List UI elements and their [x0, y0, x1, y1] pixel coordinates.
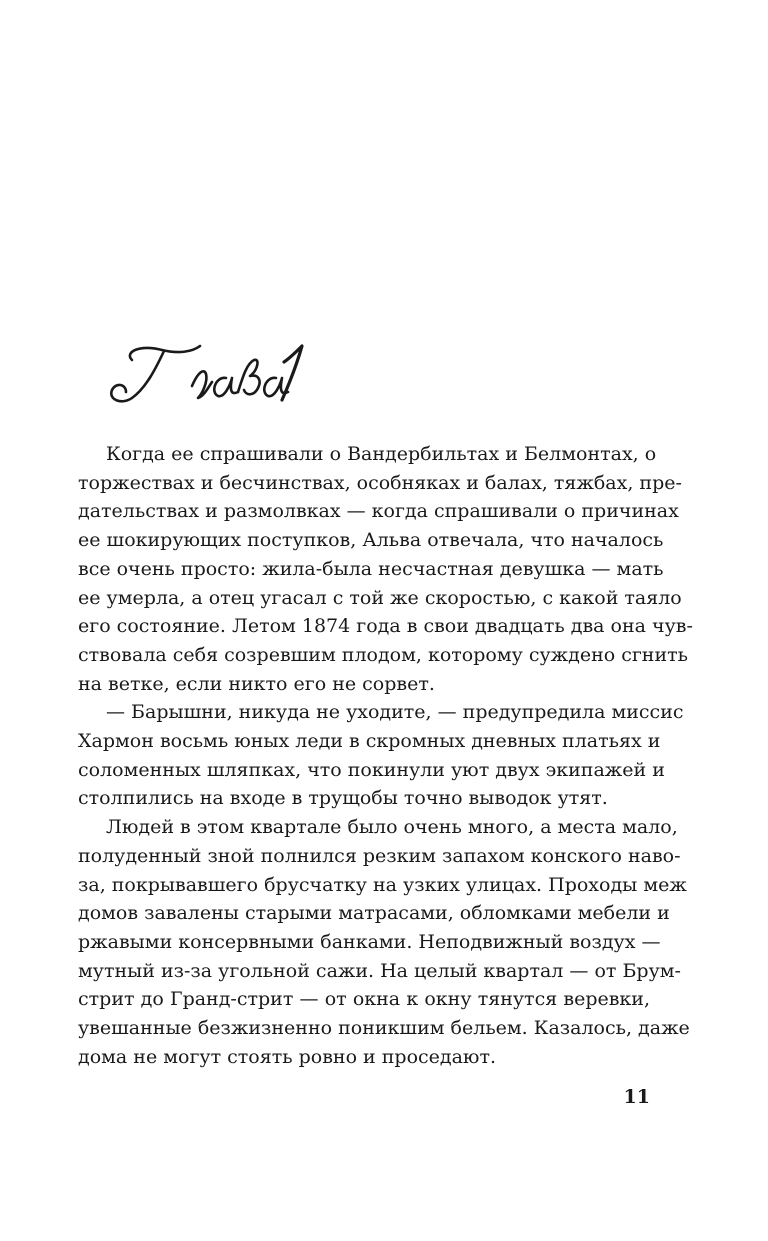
text-line: столпились на входе в трущобы точно выводок утят. [78, 787, 608, 810]
text-line: ржавыми консервными банками. Неподвижный воздух — [78, 930, 661, 953]
text-line: Людей в этом квартале было очень много, а места мало, [106, 816, 678, 839]
paragraph-2 [78, 698, 684, 813]
text-line: Когда ее спрашивали о Вандербильтах и Белмонтах, о [106, 443, 657, 465]
paragraph-3 [78, 813, 690, 1071]
text-line: полуденный зной полнился резким запахом конского наво- [78, 844, 681, 867]
text-line: стрит до Гранд-стрит — от окна к окну тянутся веревки, [78, 988, 650, 1011]
text-line: дательствах и размолвках — когда спрашивали о причинах [78, 500, 679, 523]
text-line: увешанные безжизненно поникшим бельем. Казалось, даже [78, 1017, 690, 1040]
text-line: мутный из-за угольной сажи. На целый квартал — от Брум- [78, 959, 681, 982]
text-line: все очень просто: жила-была несчастная девушка — мать [78, 557, 664, 580]
chapter-body-text [78, 440, 693, 1071]
text-line: Хармон восьмь юных леди в скромных дневных платьях и [78, 730, 661, 753]
chapter-heading-script [104, 338, 304, 408]
text-line: на ветке, если никто его не сорвет. [78, 672, 435, 695]
text-line: домов завалены старыми матрасами, обломками мебели и [78, 902, 670, 925]
page-number: 11 [623, 1086, 650, 1108]
text-line: ее шокирующих поступков, Альва отвечала, что началось [78, 529, 664, 552]
text-line: его состояние. Летом 1874 года в свои двадцать два она чув- [78, 615, 693, 638]
text-line: соломенных шляпках, что покинули уют двух экипажей и [78, 758, 665, 781]
text-line: ствовала себя созревшим плодом, которому суждено сгнить [78, 643, 688, 666]
text-line: торжествах и бесчинствах, особняках и балах, тяжбах, пре- [78, 471, 682, 494]
paragraph-1 [78, 440, 693, 698]
text-line: за, покрывавшего брусчатку на узких улицах. Проходы меж [78, 873, 687, 896]
text-line: — Барышни, никуда не уходите, — предупредила миссис [106, 701, 684, 724]
text-line: ее умерла, а отец угасал с той же скоростью, с какой таяло [78, 586, 682, 609]
chapter-heading [104, 338, 324, 418]
text-line: дома не могут стоять ровно и проседают. [78, 1045, 497, 1068]
